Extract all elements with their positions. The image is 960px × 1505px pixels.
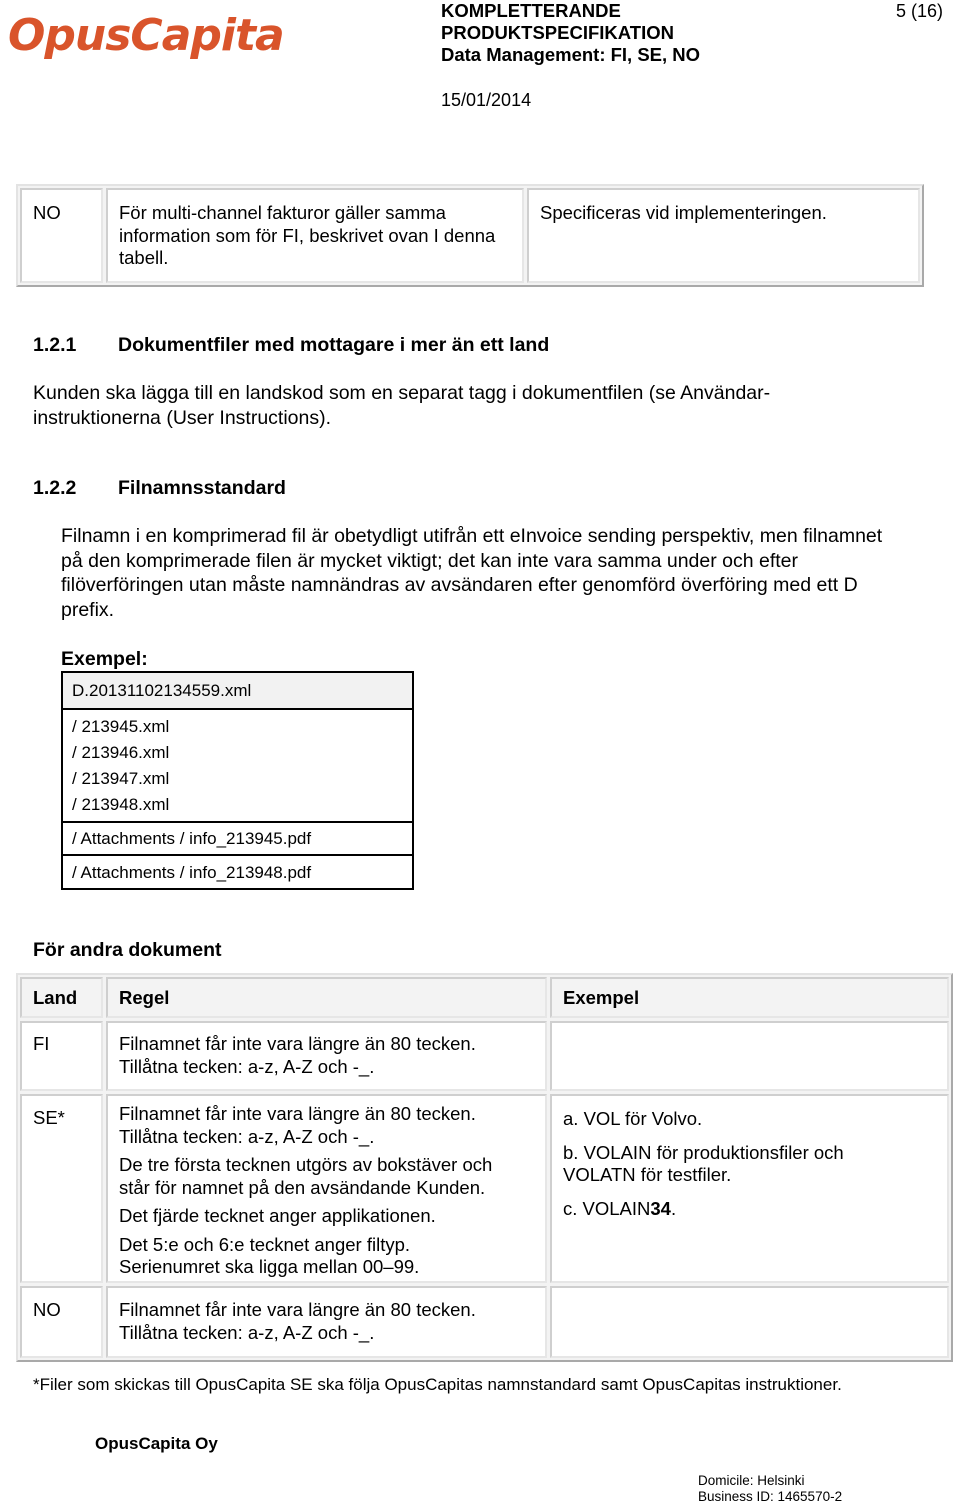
doc-title-line3: Data Management: FI, SE, NO (441, 44, 701, 65)
example-attachment-1: / Attachments / info_213945.pdf (61, 821, 414, 856)
section-121-number: 1.2.1 (33, 334, 77, 356)
no-rule: Filnamnet får inte vara längre än 80 tecken. Tillåtna tecken: a-z, A-Z och -_. (106, 1286, 547, 1358)
example-attachment-2: / Attachments / info_213948.pdf (61, 854, 414, 890)
footer-business-id: Business ID: 1465570-2 (698, 1489, 843, 1504)
section-121-body: Kunden ska lägga till en landskod som en separat tagg i dokumentfilen (se Användar- instruktionerna (User Instructions). (33, 382, 771, 429)
example-file: / 213948.xml (72, 795, 170, 814)
example-file: / 213945.xml (72, 717, 170, 736)
example-file: / 213947.xml (72, 769, 170, 788)
col-header-example: Exempel (550, 977, 949, 1018)
example-archive-name: D.20131102134559.xml (61, 671, 414, 712)
col-header-country: Land (20, 977, 103, 1018)
section-122-title: Filnamnsstandard (118, 477, 286, 499)
section-122-number: 1.2.2 (33, 477, 77, 499)
se-rule: Filnamnet får inte vara längre än 80 tecken. Tillåtna tecken: a-z, A-Z och -_. De tre första tecknen utgörs av bokstäver och står för namnet på den avsändande Kunden. Det fjärde tecknet anger applikationen. Det 5:e och 6:e tecknet anger filtyp. Serienumret ska ligga mellan 00–99. (106, 1094, 547, 1283)
doc-date: 15/01/2014 (441, 90, 532, 110)
doc-title-line1: KOMPLETTERANDE (441, 0, 621, 21)
top-table-example: Specificeras vid implementeringen. (527, 188, 920, 283)
footer-domicile: Domicile: Helsinki (698, 1473, 805, 1488)
opuscapita-logo: OpusCapita (8, 10, 284, 61)
no-example (550, 1286, 949, 1358)
page-number: 5 (16) (895, 1, 943, 21)
fi-rule: Filnamnet får inte vara längre än 80 tecken. Tillåtna tecken: a-z, A-Z och -_. (106, 1021, 547, 1091)
fi-country: FI (20, 1021, 103, 1091)
example-file-list (61, 710, 414, 823)
doc-title-line2: PRODUKTSPECIFIKATION (441, 22, 674, 43)
no-country: NO (20, 1286, 103, 1358)
example-label: Exempel: (61, 648, 148, 670)
top-table-rule: För multi-channel fakturor gäller samma information som för FI, beskrivet ovan I denna tabell. (106, 188, 524, 283)
other-docs-heading: För andra dokument (33, 939, 222, 961)
example-file: / 213946.xml (72, 743, 170, 762)
section-122-body: Filnamn i en komprimerad fil är obetydligt utifrån ett eInvoice sending perspektiv, men filnamnet på den komprimerade filen är mycket viktigt; det kan inte vara samma under och efter filöverföringen utan måste namnändras av avsändaren efter genomförd överföring med ett D prefix. (61, 525, 883, 621)
top-table-country: NO (20, 188, 103, 283)
se-country: SE* (20, 1094, 103, 1283)
fi-example (550, 1021, 949, 1091)
section-121-title: Dokumentfiler med mottagare i mer än ett land (118, 334, 550, 356)
footnote: *Filer som skickas till OpusCapita SE ska följa OpusCapitas namnstandard samt OpusCapitas instruktioner. (33, 1375, 842, 1394)
footer-company: OpusCapita Oy (95, 1434, 218, 1453)
col-header-rule: Regel (106, 977, 547, 1018)
se-example: a. VOL för Volvo. b. VOLAIN för produktionsfiler och VOLATN för testfiler. c. VOLAIN34. (550, 1094, 949, 1283)
